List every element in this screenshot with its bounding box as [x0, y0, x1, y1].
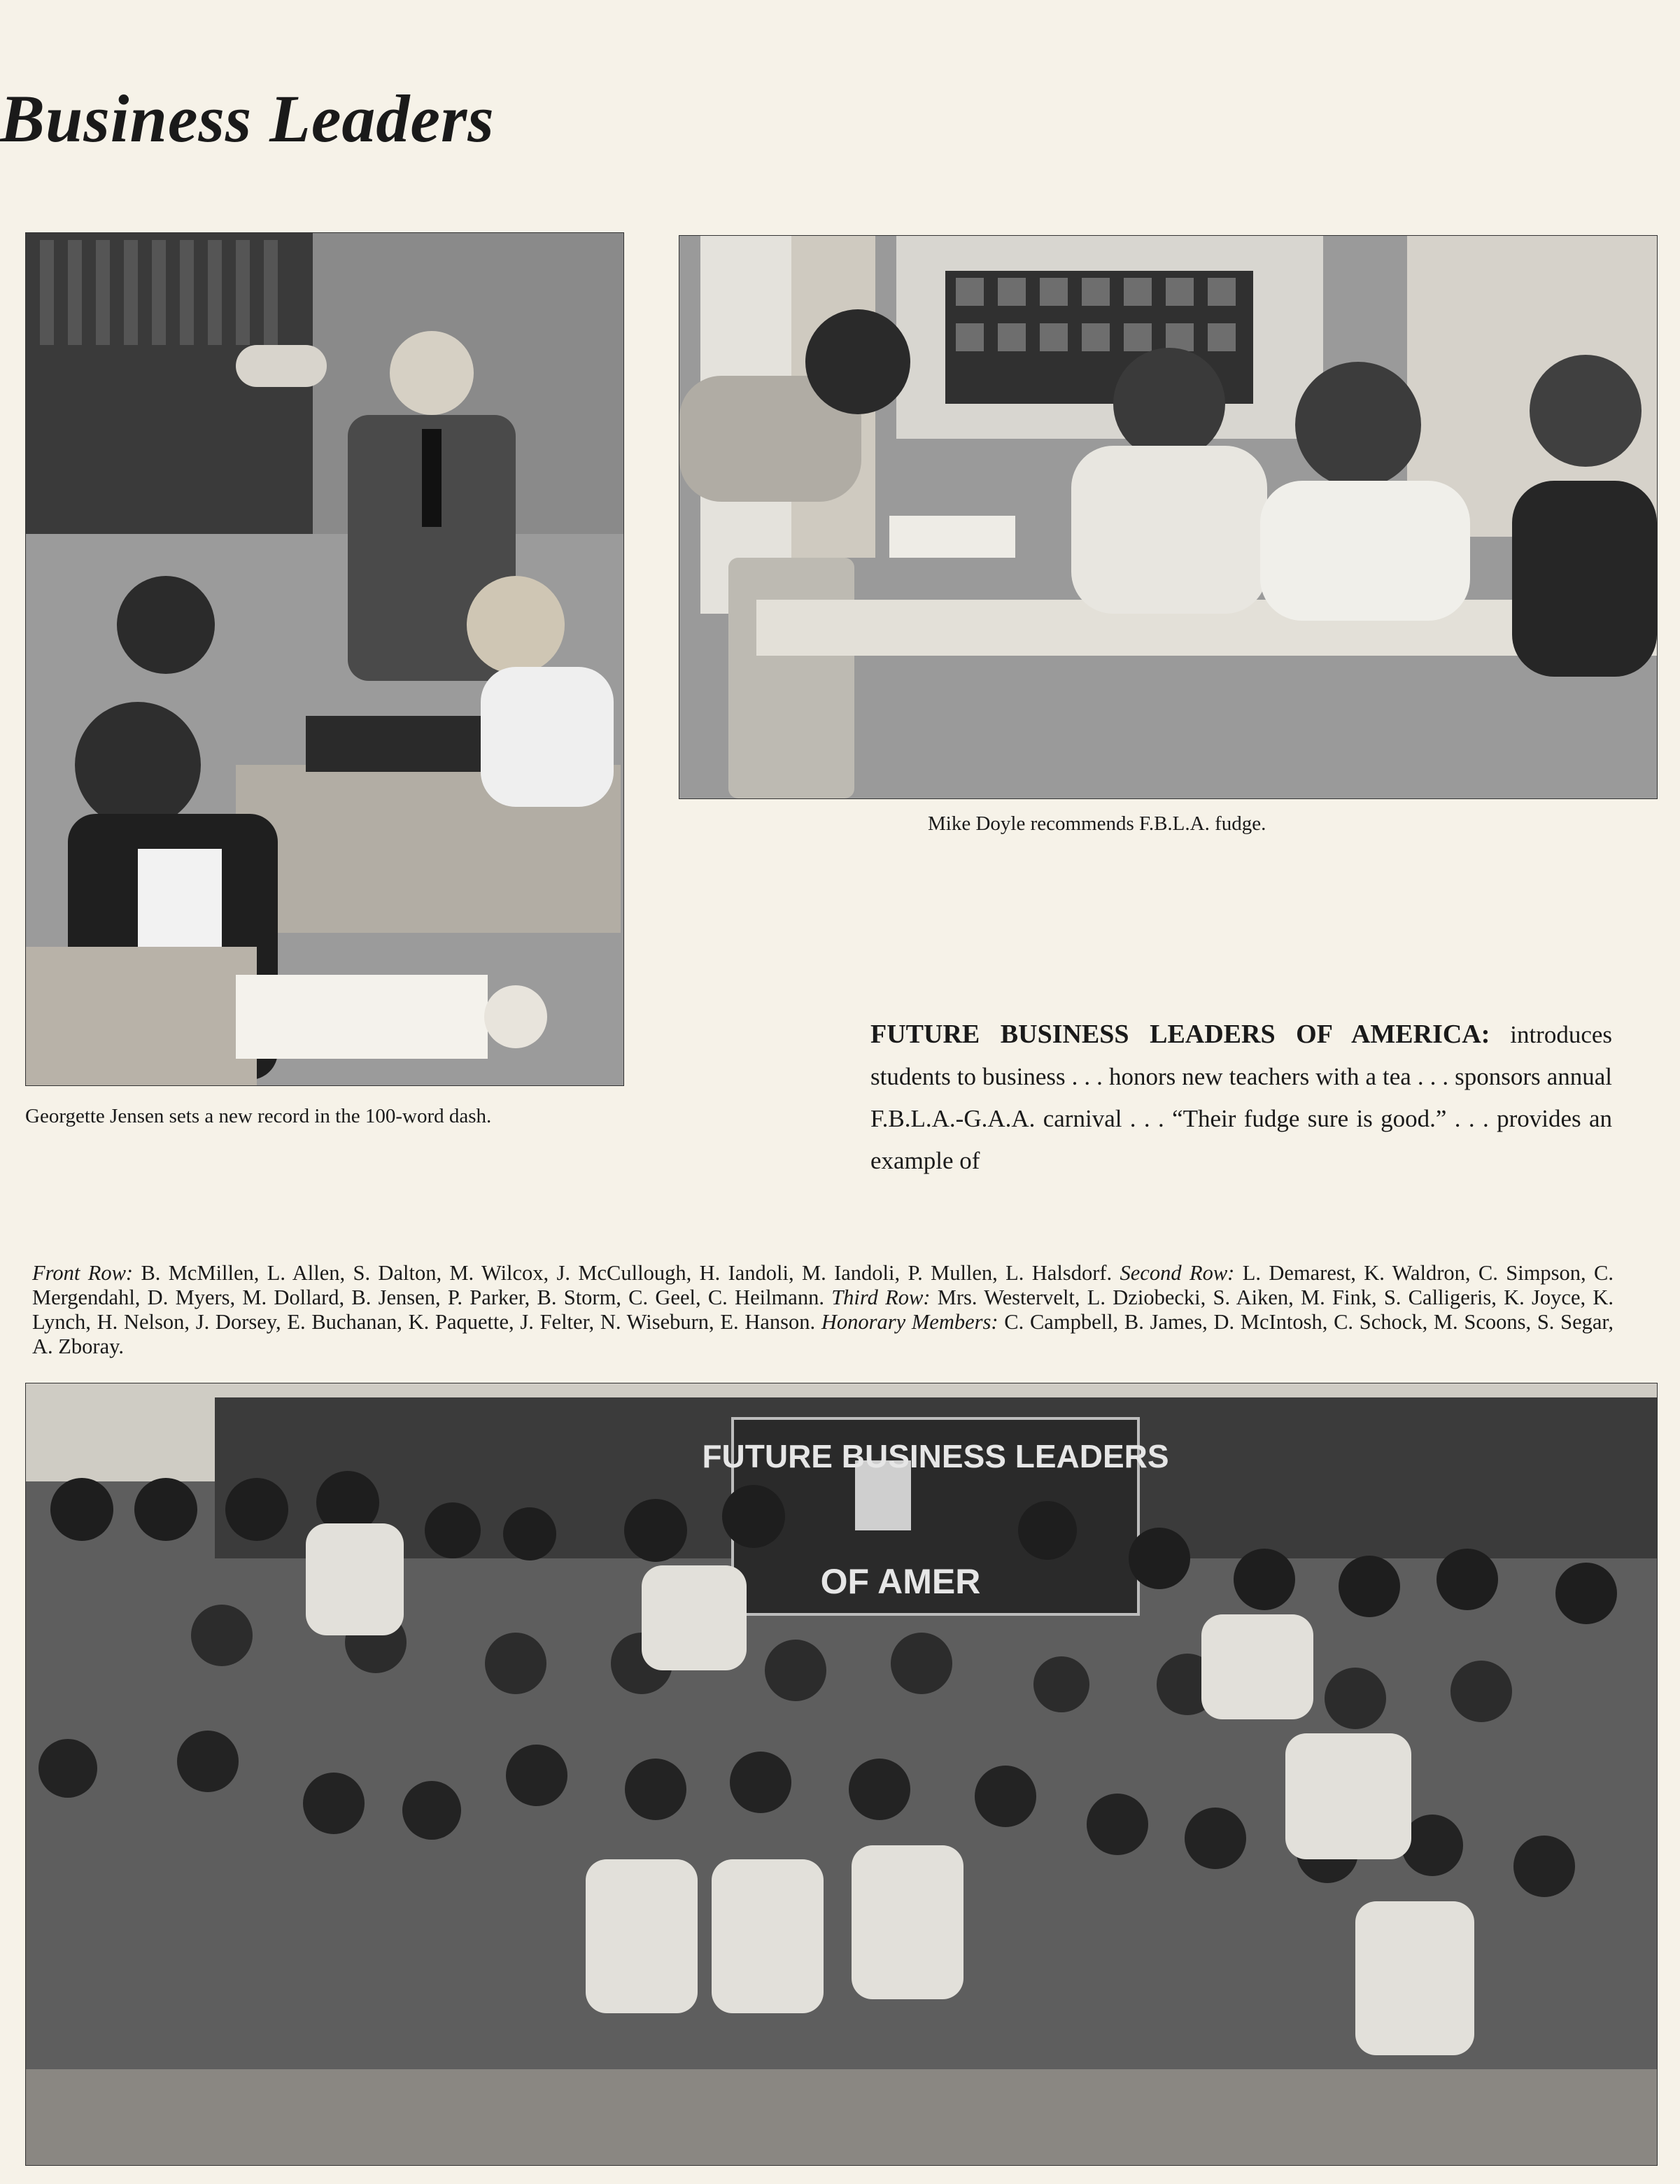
second-row-names: L. Demarest, K. Waldron, C. Simpson, C. Mergendahl, D. Myers, M. Dollard, B. Jensen, P. Parker, B. Storm, C. Geel, C. Heilmann. [32, 1261, 1614, 1309]
typing-photo-caption: Georgette Jensen sets a new record in the 100-word dash. [25, 1105, 492, 1127]
banner-line1: FUTURE BUSINESS LEADERS [702, 1438, 1169, 1474]
member-roster [32, 1261, 1614, 1359]
fudge-sale-photo [679, 235, 1658, 799]
article-text: introduces students to business . . . honors new teachers with a tea . . . sponsors annual F.B.L.A.-G.A.A. carnival . . . “Their fudge sure is good.” . . . provides an example of [870, 1021, 1613, 1174]
fudge-photo-caption: Mike Doyle recommends F.B.L.A. fudge. [928, 812, 1266, 835]
honorary-members-names: C. Campbell, B. James, D. McIntosh, C. Schock, M. Scoons, S. Segar, A. Zboray. [32, 1310, 1614, 1358]
article-body [870, 1013, 1612, 1182]
front-row-label: Front Row: [32, 1261, 134, 1285]
third-row-names: Mrs. Westervelt, L. Dziobecki, S. Aiken, M. Fink, S. Calligeris, K. Joyce, K. Lynch, H. Nelson, J. Dorsey, E. Buchanan, K. Paquette, J. Felter, N. Wiseburn, E. Hanson. [32, 1285, 1614, 1334]
third-row-label: Third Row: [831, 1285, 931, 1309]
article-lead: FUTURE BUSINESS LEADERS OF AMERICA: [870, 1020, 1490, 1049]
honorary-members-label: Honorary Members: [821, 1310, 998, 1334]
second-row-label: Second Row: [1120, 1261, 1235, 1285]
front-row-names: B. McMillen, L. Allen, S. Dalton, M. Wilcox, J. McCullough, H. Iandoli, M. Iandoli, P. Mullen, L. Halsdorf. [141, 1261, 1113, 1285]
page-title: Business Leaders [0, 81, 495, 156]
typing-class-photo [25, 232, 624, 1086]
club-group-photo [25, 1383, 1658, 2166]
banner-line2: OF AMER [820, 1562, 981, 1601]
